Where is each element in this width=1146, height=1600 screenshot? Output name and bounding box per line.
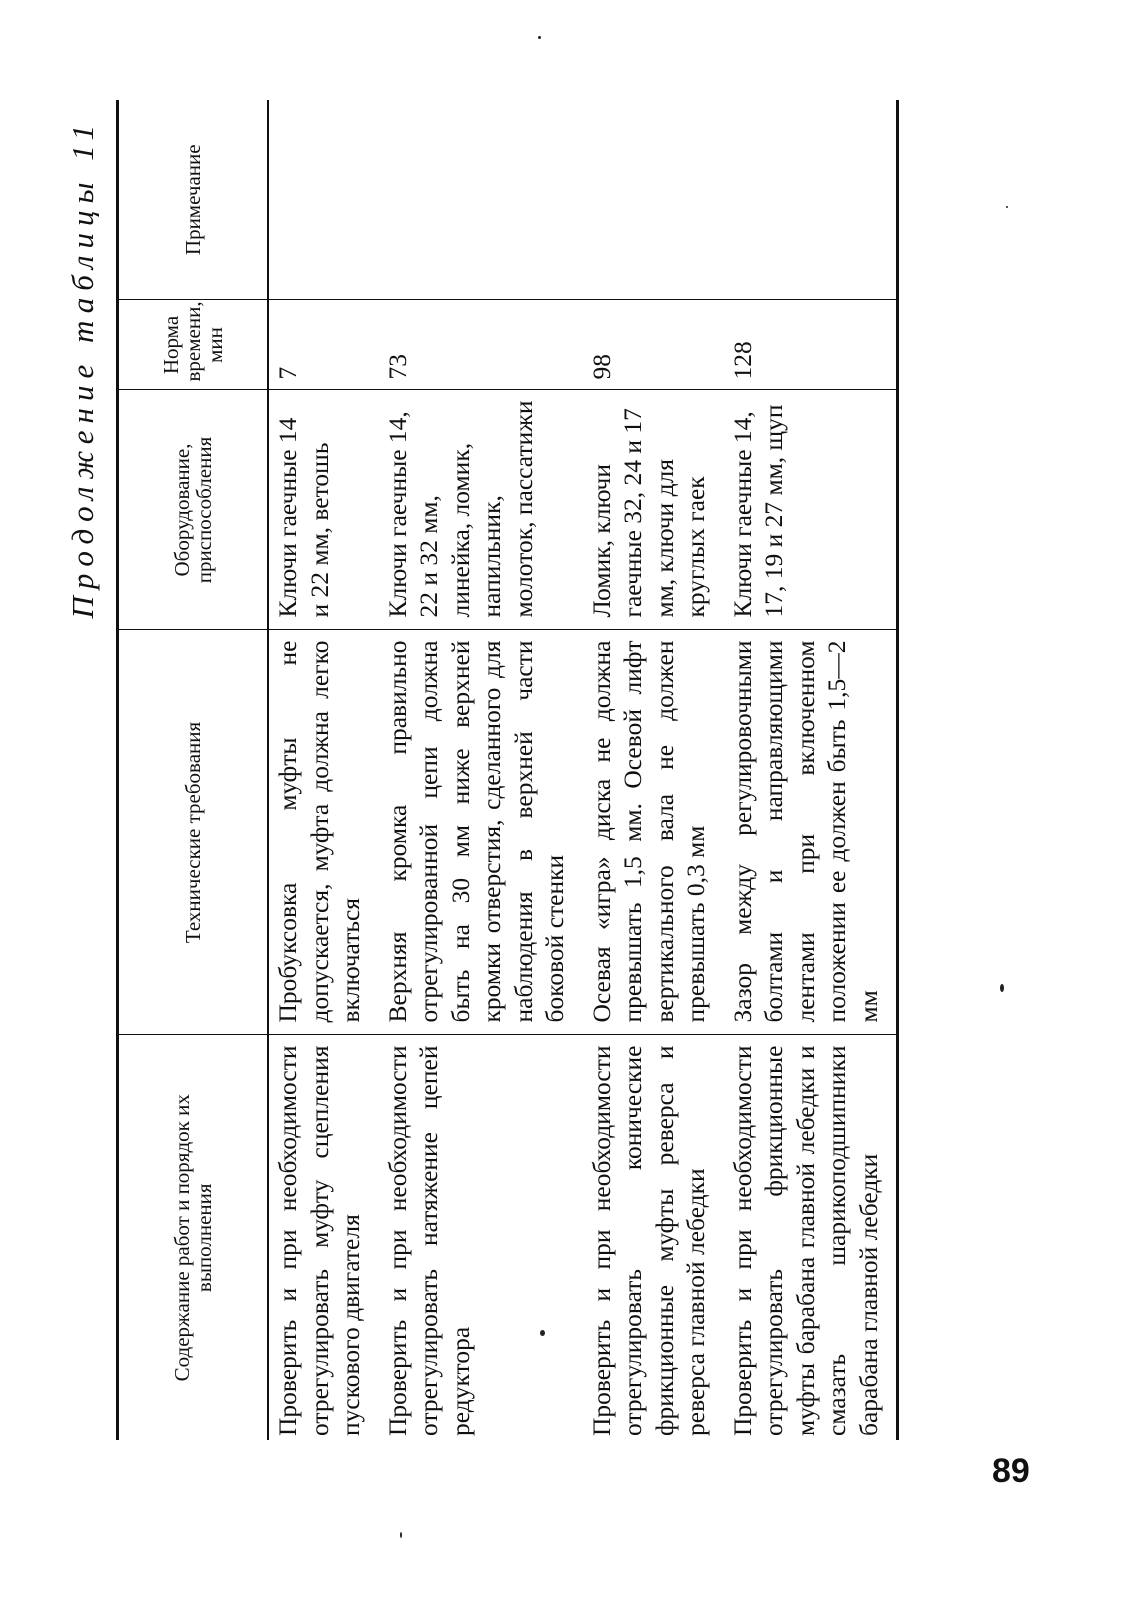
rotated-table-frame xyxy=(58,100,1038,1440)
cell-equipment: Ключи гаечные 14, 17, 19 и 27 мм, щуп xyxy=(724,390,898,630)
cell-note xyxy=(379,100,583,300)
cell-equipment: Ключи гаечные 14 и 22 мм, ветошь xyxy=(268,390,379,630)
scan-speck xyxy=(1000,984,1004,992)
header-equipment: Оборудование, приспособления xyxy=(118,390,269,630)
table-caption: Продолжение таблицы 11 xyxy=(65,118,100,619)
table-row xyxy=(379,100,583,1440)
scan-speck xyxy=(400,1532,402,1538)
table-header-row xyxy=(118,100,269,1440)
cell-work: Проверить и при необходимости отрегулировать фрикционные муфты барабана главной лебедки и смазать шарикоподшипники барабана главной лебедки xyxy=(727,1045,883,1436)
page-number: 89 xyxy=(992,1452,1030,1490)
header-work: Содержание работ и порядок их выполнения xyxy=(118,1035,269,1440)
table-row xyxy=(583,100,724,1440)
cell-equipment: Ключи гаечные 14, 22 и 32 мм, линейка, ломик, напильник, молоток, пассатижи xyxy=(379,390,583,630)
cell-norm: 73 xyxy=(379,300,583,390)
cell-requirements: Осевая «игра» диска не должна превышать 1,5 мм. Осевой лифт вертикального вала не должен превышать 0,3 мм xyxy=(583,630,724,1035)
cell-requirements: Зазор между регулировочными болтами и направляющими лентами при включенном положении ее должен быть 1,5—2 мм xyxy=(724,630,898,1035)
cell-note xyxy=(268,100,379,300)
cell-norm: 128 xyxy=(724,300,898,390)
header-norm: Норма времени, мин xyxy=(118,300,269,390)
cell-requirements: Пробуксовка муфты не допускается, муфта должна легко включаться xyxy=(268,630,379,1035)
scan-speck xyxy=(538,36,541,39)
header-note: Примечание xyxy=(118,100,269,300)
scan-speck xyxy=(540,1330,545,1336)
cell-norm: 98 xyxy=(583,300,724,390)
header-requirements: Технические требования xyxy=(118,630,269,1035)
cell-work: Проверить и при необходимости отрегулировать натяжение цепей редуктора xyxy=(382,1045,475,1436)
maintenance-table xyxy=(116,100,899,1440)
cell-note xyxy=(583,100,724,300)
cell-work: Проверить и при необходимости отрегулировать муфту сцепления пускового двигателя xyxy=(273,1045,365,1436)
cell-requirements: Верхняя кромка правильно отрегулированной цепи должна быть на 30 мм ниже верхней кромки отверстия, сделанного для наблюдения в верхней части боковой стенки xyxy=(379,630,583,1035)
cell-note xyxy=(724,100,898,300)
cell-norm: 7 xyxy=(268,300,379,390)
scan-speck xyxy=(1006,206,1008,208)
table-row xyxy=(724,100,898,1440)
cell-equipment: Ломик, ключи гаечные 32, 24 и 17 мм, ключи для круглых гаек xyxy=(583,390,724,630)
cell-work: Проверить и при необходимости отрегулировать конические фрикционные муфты реверса и реверса главной лебедки xyxy=(586,1045,710,1436)
table-row xyxy=(268,100,379,1440)
